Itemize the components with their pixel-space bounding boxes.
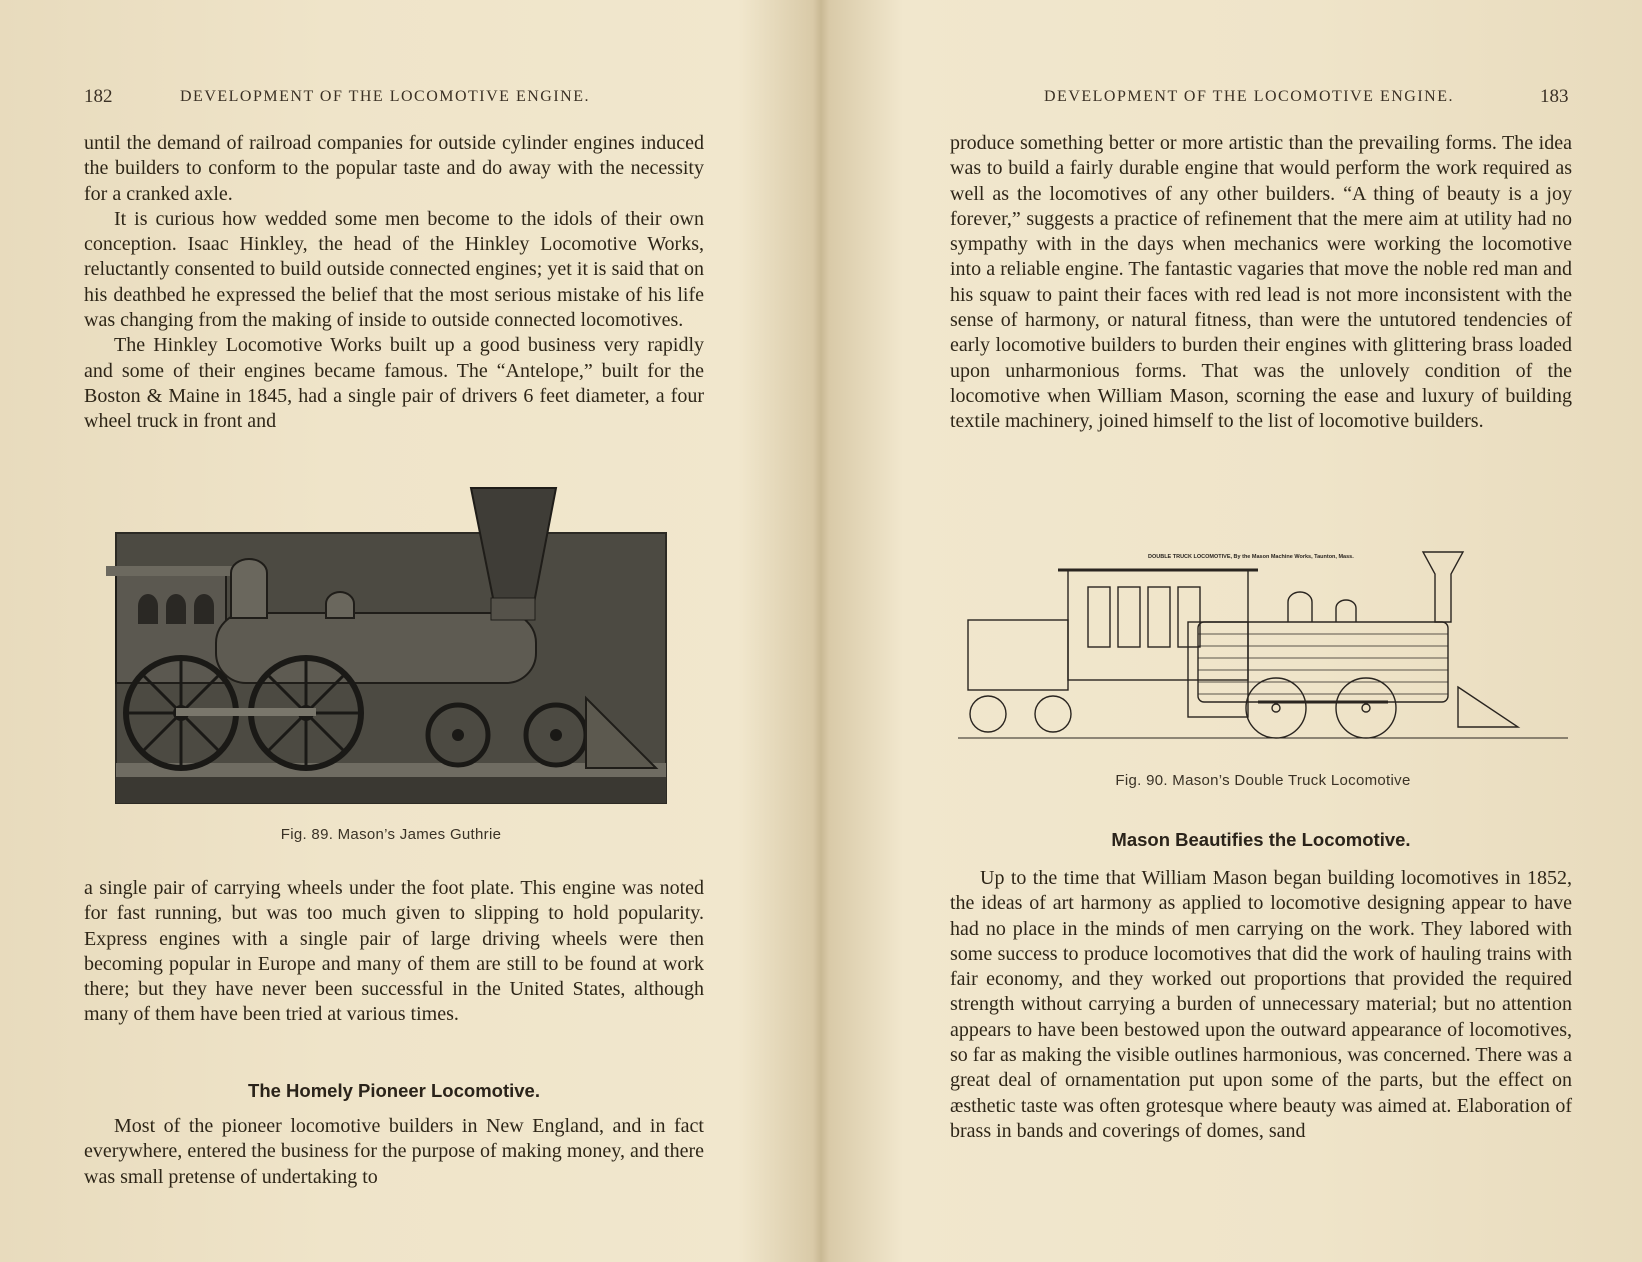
left-page — [0, 0, 820, 1262]
paragraph: a single pair of carrying wheels under the foot plate. This engine was noted for fast running, but was too much given to slipping to hold popularity. Express engines with a single pair of large driving wheels were then becoming popular in Europe and many of them are still to be found at work there; but they have never been successful in the United States, although many of them have been tried at various times. — [84, 877, 704, 1026]
paragraph: produce something better or more artistic than the prevailing forms. The idea was to build a fairly durable engine that would perform the work required as well as the locomotives of any other builders. “A thing of beauty is a joy forever,” suggests a practice of refinement that the mere aim at utility had no sympathy with in the days when mechanics were working the locomotive into a reliable engine. The fantastic vagaries that move the noble red man and his squaw to paint their faces with red lead is not more inconsistent with the sense of harmony, or natural fitness, than were the untutored tendencies of early locomotive builders to burden their engines with glittering brass loaded upon unharmonious forms. That was the unlovely condition of the locomotive when William Mason, scorning the ease and luxury of building textile machinery, joined himself to the list of locomotive builders. — [950, 132, 1572, 433]
page-number: 183 — [1540, 86, 1569, 107]
paragraph: until the demand of railroad companies for outside cylinder engines induced the builders to conform to the popular taste and do away with the necessity for a cranked axle. — [84, 132, 704, 205]
text-block-bottom — [84, 876, 704, 1028]
section-heading: The Homely Pioneer Locomotive. — [248, 1080, 540, 1101]
figure-caption: Fig. 90. Mason’s Double Truck Locomotive — [1115, 772, 1411, 789]
paragraph: Most of the pioneer locomotive builders in New England, and in fact everywhere, entered the business for the purpose of making money, and there was small pretense of undertaking to — [84, 1115, 704, 1188]
drawing-title: DOUBLE TRUCK LOCOMOTIVE, By the Mason Machine Works, Taunton, Mass. — [1148, 554, 1354, 560]
text-block-bottom — [950, 866, 1572, 1144]
paragraph: Up to the time that William Mason began building locomotives in 1852, the ideas of art harmony as applied to locomotive designing appear to have had no place in the minds of men carrying on the work. They labored with some success to produce locomotives that did the work of hauling trains with fair economy, and they worked out proportions that provided the required strength without carrying a burden of unnecessary material; but no attention appears to have been bestowed upon the outward appearance of locomotives, so far as making the visible outlines harmonious, was concerned. There was a great deal of ornamentation put upon some of the parts, but the effect on æsthetic taste was often grotesque where beauty was aimed at. Elaboration of brass in bands and coverings of domes, sand — [950, 867, 1572, 1142]
locomotive-line-drawing-figure — [958, 542, 1568, 764]
section-heading: Mason Beautifies the Locomotive. — [1111, 829, 1411, 850]
text-block-top — [84, 131, 704, 435]
text-block-final — [84, 1114, 704, 1190]
figure-caption: Fig. 89. Mason’s James Guthrie — [280, 826, 502, 843]
page-number: 182 — [84, 86, 113, 107]
paragraph: The Hinkley Locomotive Works built up a good business very rapidly and some of their engines became famous. The “Antelope,” built for the Boston & Maine in 1845, had a single pair of drivers 6 feet diameter, a four wheel truck in front and — [84, 334, 704, 433]
running-head: DEVELOPMENT OF THE LOCOMOTIVE ENGINE. — [180, 88, 590, 105]
text-block-top — [950, 131, 1572, 435]
running-head: DEVELOPMENT OF THE LOCOMOTIVE ENGINE. — [1044, 88, 1454, 105]
paragraph: It is curious how wedded some men become to the idols of their own conception. Isaac Hinkley, the head of the Hinkley Locomotive Works, reluctantly consented to build outside connected engines; yet it is said that on his deathbed he expressed the belief that the most serious mistake of his life was changing from the making of inside to outside connected locomotives. — [84, 207, 704, 332]
locomotive-engraving-figure — [96, 478, 686, 810]
